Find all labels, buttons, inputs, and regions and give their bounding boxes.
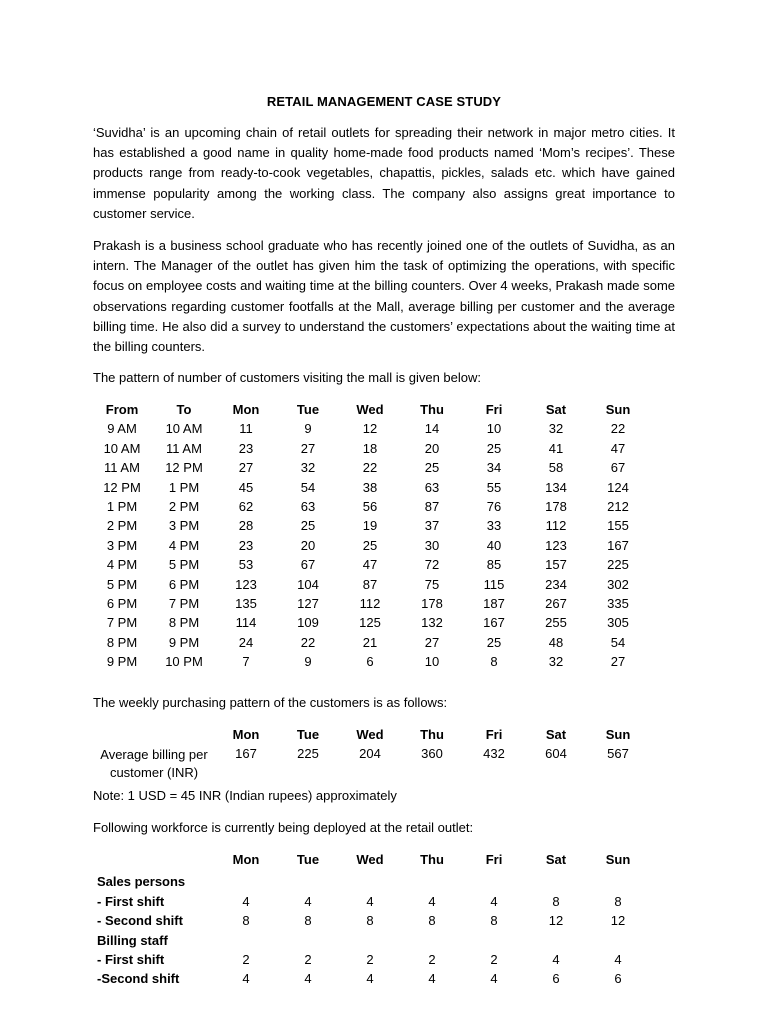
header-cell: Wed [356,852,384,867]
table-cell: 3 PM [168,518,200,534]
table-cell: 225 [607,557,629,573]
table-cell: 55 [486,479,502,495]
table-row [0,499,768,518]
table-cell: 8 PM [106,634,138,650]
header-cell: Sun [605,852,631,867]
table-cell: 12 PM [103,479,141,495]
billing-intro: The weekly purchasing pattern of the customers is as follows: [93,695,448,710]
table-cell: 23 [238,537,254,553]
table-row [0,518,768,537]
intro-paragraph: ‘Suvidha’ is an upcoming chain of retail outlets for spreading their network in major metro cities. It has established a good name in quality home-made food products named ‘Mom’s recipes’. These products range from ready-to-cook vegetables, chapattis, pickles, salads etc. which have gained immense popularity among the working class. The company also assigns great importance to customer service. [93,125,675,221]
table-cell: 225 [297,746,319,762]
customers-table-body [0,421,768,673]
table-cell: 11 AM [104,460,140,476]
table-cell: 32 [548,654,564,670]
workforce-table-body [0,874,768,990]
header-cell: Fri [485,402,503,417]
table-cell: 4 [366,893,374,909]
table-cell: 2 PM [168,498,200,514]
table-cell: 12 [362,421,378,437]
table-row [0,538,768,557]
table-cell: 7 PM [106,615,138,631]
header-cell: Fri [485,852,503,867]
table-cell: 27 [610,654,626,670]
table-cell: 10 [424,654,440,670]
table-cell: 8 [490,913,498,929]
table-cell: 10 AM [165,421,203,437]
table-cell: 12 [610,913,626,929]
currency-note: Note: 1 USD = 45 INR (Indian rupees) approximately [93,788,397,803]
header-cell: Wed [356,727,384,742]
table-cell: 4 PM [168,537,200,553]
table-cell: 63 [300,498,316,514]
table-cell: 6 [366,654,374,670]
table-row [0,421,768,440]
table-cell: 25 [486,634,502,650]
billing-table-header [0,727,768,746]
table-row [0,635,768,654]
row-label: Average billing per customer (INR) [100,747,208,781]
table-cell: 8 [242,913,250,929]
table-cell: 123 [545,537,567,553]
table-cell: 22 [362,460,378,476]
workforce-table-header [0,852,768,871]
table-cell: 335 [607,595,629,611]
table-cell: 155 [607,518,629,534]
header-cell: Sat [545,852,567,867]
table-cell: 47 [362,557,378,573]
shift-label: -Second shift [97,971,180,987]
group-label: Billing staff [97,932,168,948]
table-cell: 18 [362,440,378,456]
table-cell: 8 [366,913,374,929]
table-cell: 38 [362,479,378,495]
table-cell: 85 [486,557,502,573]
table-cell: 72 [424,557,440,573]
billing-row [0,746,768,786]
background-paragraph: Prakash is a business school graduate who has recently joined one of the outlets of Suvidha, as an intern. The Manager of the outlet has given him the task of optimizing the operations, with specific focus on employee costs and waiting time at the billing counters. Over 4 weeks, Prakash made some observations regarding customer footfalls at the Mall, average billing per customer and the average billing time. He also did a survey to understand the customers’ expectations about the waiting time at the billing counters. [93,238,675,355]
table-cell: 123 [235,576,257,592]
table-cell: 22 [610,421,626,437]
header-cell: Sun [605,727,631,742]
table-cell: 2 [304,951,312,967]
table-cell: 4 [490,971,498,987]
table-cell: 4 [366,971,374,987]
table-cell: 27 [424,634,440,650]
table-cell: 32 [300,460,316,476]
table-cell: 127 [297,595,319,611]
table-cell: 267 [545,595,567,611]
table-cell: 53 [238,557,254,573]
shift-label: - Second shift [97,913,183,929]
table-cell: 25 [300,518,316,534]
table-row [0,615,768,634]
table-cell: 6 PM [168,576,200,592]
table-cell: 115 [483,576,505,592]
table-cell: 360 [421,746,443,762]
table-cell: 2 [242,951,250,967]
table-cell: 75 [424,576,440,592]
table-row [0,441,768,460]
table-cell: 24 [238,634,254,650]
header-cell: Tue [296,402,320,417]
table-cell: 67 [300,557,316,573]
header-cell: Tue [296,852,320,867]
table-cell: 11 AM [166,440,202,456]
table-cell: 25 [362,537,378,553]
shift-label: - First shift [97,951,165,967]
header-cell: Thu [420,727,444,742]
table-cell: 4 [428,893,436,909]
shift-row [0,894,768,913]
table-cell: 432 [483,746,505,762]
table-cell: 4 [242,893,250,909]
table-cell: 63 [424,479,440,495]
table-cell: 4 [614,951,622,967]
table-cell: 45 [238,479,254,495]
header-cell: Thu [420,402,444,417]
table-cell: 1 PM [168,479,200,495]
table-cell: 9 AM [107,421,137,437]
header-cell: Sat [545,727,567,742]
table-cell: 37 [424,518,440,534]
table-cell: 302 [607,576,629,592]
shift-row [0,913,768,932]
table-cell: 305 [607,615,629,631]
table-cell: 27 [300,440,316,456]
table-cell: 12 [548,913,564,929]
table-cell: 21 [362,634,378,650]
table-cell: 204 [359,746,381,762]
table-cell: 34 [486,460,502,476]
header-cell: Fri [485,727,503,742]
workforce-intro: Following workforce is currently being deployed at the retail outlet: [93,820,474,835]
customers-table-header [0,402,768,421]
table-cell: 112 [359,595,381,611]
table-cell: 58 [548,460,564,476]
table-cell: 4 [552,951,560,967]
group-row [0,933,768,952]
table-row [0,557,768,576]
table-cell: 48 [548,634,564,650]
header-cell: To [176,402,192,417]
header-cell: Mon [232,402,260,417]
table-cell: 114 [235,615,257,631]
table-cell: 47 [610,440,626,456]
table-cell: 4 [304,893,312,909]
table-cell: 7 [242,654,250,670]
table-cell: 3 PM [106,537,138,553]
table-row [0,577,768,596]
page-title: RETAIL MANAGEMENT CASE STUDY [266,94,502,109]
table-cell: 10 [486,421,502,437]
table-cell: 32 [548,421,564,437]
table-cell: 67 [610,460,626,476]
table-cell: 20 [424,440,440,456]
table-cell: 134 [545,479,567,495]
table-cell: 125 [359,615,381,631]
table-cell: 20 [300,537,316,553]
table-cell: 157 [545,557,567,573]
table-cell: 135 [235,595,257,611]
table-cell: 4 PM [106,557,138,573]
table-cell: 54 [300,479,316,495]
table-cell: 10 AM [103,440,141,456]
table-cell: 54 [610,634,626,650]
workforce-table [0,852,768,991]
table-cell: 9 [304,421,312,437]
table-cell: 8 [614,893,622,909]
table-row [0,460,768,479]
customers-table [0,402,768,673]
table-cell: 9 [304,654,312,670]
table-cell: 8 PM [168,615,200,631]
header-cell: Mon [232,727,260,742]
table-cell: 2 [490,951,498,967]
header-cell: Sat [545,402,567,417]
table-cell: 23 [238,440,254,456]
table-cell: 87 [424,498,440,514]
table-cell: 8 [552,893,560,909]
table-cell: 255 [545,615,567,631]
header-cell: Sun [605,402,631,417]
table-cell: 5 PM [168,557,200,573]
table-cell: 5 PM [106,576,138,592]
header-cell: Wed [356,402,384,417]
table-cell: 132 [421,615,443,631]
header-cell: Mon [232,852,260,867]
table-cell: 19 [362,518,378,534]
table-cell: 9 PM [106,654,138,670]
table-cell: 27 [238,460,254,476]
header-cell: Thu [420,852,444,867]
table-cell: 30 [424,537,440,553]
table-cell: 22 [300,634,316,650]
table-cell: 2 [428,951,436,967]
table-cell: 8 [490,654,498,670]
table-cell: 167 [607,537,629,553]
table-cell: 178 [545,498,567,514]
table-cell: 178 [421,595,443,611]
table-cell: 112 [545,518,567,534]
table-cell: 567 [607,746,629,762]
table-cell: 28 [238,518,254,534]
table-cell: 2 PM [106,518,138,534]
table-cell: 25 [486,440,502,456]
table-cell: 87 [362,576,378,592]
table-row [0,654,768,673]
table-cell: 109 [297,615,319,631]
table-cell: 212 [607,498,629,514]
table-cell: 104 [297,576,319,592]
table-cell: 33 [486,518,502,534]
table-cell: 56 [362,498,378,514]
table-cell: 4 [490,893,498,909]
table-cell: 62 [238,498,254,514]
table-cell: 4 [304,971,312,987]
table-cell: 234 [545,576,567,592]
table-cell: 9 PM [168,634,200,650]
table-cell: 8 [304,913,312,929]
table-cell: 124 [607,479,629,495]
header-cell: Tue [296,727,320,742]
table-cell: 6 [614,971,622,987]
table-cell: 2 [366,951,374,967]
table-cell: 167 [235,746,257,762]
table-cell: 4 [242,971,250,987]
table-cell: 604 [545,746,567,762]
table-cell: 11 [239,421,253,437]
table-cell: 10 PM [165,654,203,670]
table-row [0,480,768,499]
table-cell: 8 [428,913,436,929]
table-cell: 1 PM [106,498,138,514]
header-cell: From [105,402,139,417]
table-cell: 12 PM [165,460,203,476]
table-cell: 14 [424,421,440,437]
table-row [0,596,768,615]
table-cell: 6 PM [106,595,138,611]
table-cell: 76 [486,498,502,514]
shift-label: - First shift [97,893,165,909]
table-cell: 4 [428,971,436,987]
table-cell: 167 [483,615,505,631]
table-cell: 6 [552,971,560,987]
customers-intro: The pattern of number of customers visiting the mall is given below: [93,370,482,385]
table-cell: 187 [483,595,505,611]
group-label: Sales persons [97,874,186,890]
group-row [0,874,768,893]
table-cell: 40 [486,537,502,553]
shift-row [0,952,768,971]
table-cell: 7 PM [168,595,200,611]
table-cell: 25 [424,460,440,476]
billing-table [0,727,768,786]
shift-row [0,971,768,990]
table-cell: 41 [548,440,564,456]
